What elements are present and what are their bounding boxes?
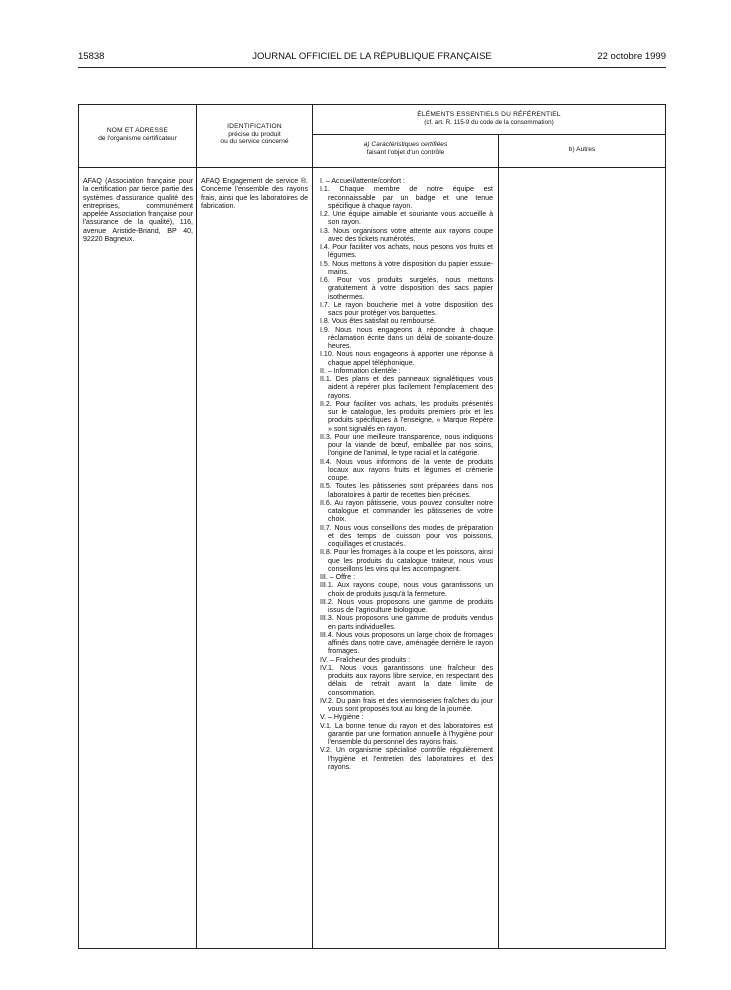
caracteristique-item: V.2. Un organisme spécialisé contrôle régulièrement l'hygiène et l'entretien des laboratoires et des rayons. — [320, 747, 493, 771]
referentiel-table — [78, 104, 666, 949]
caracteristique-item: II.3. Pour une meilleure transparence, nous indiquons pour la viande de bœuf, emballée par nos soins, l'origine de l'animal, le type racial et la catégorie. — [320, 433, 493, 458]
header-text: précise du produit — [228, 130, 281, 138]
header-text: b) Autres — [568, 146, 596, 153]
header-subdivider — [312, 134, 665, 135]
identification-text: AFAQ Engagement de service ®. Concerne l'ensemble des rayons frais, ainsi que les laboratoires de fabrication. — [201, 178, 308, 210]
publication-date: 22 octobre 1999 — [597, 51, 666, 62]
header-text: (cf. art. R. 115-9 du code de la consommation) — [424, 118, 554, 126]
caracteristique-item: I.8. Vous êtes satisfait ou remboursé. — [320, 318, 436, 326]
caracteristique-item: I.4. Pour faciliter vos achats, nous pesons vos fruits et légumes. — [320, 244, 493, 260]
caracteristique-item: I.9. Nous nous engageons à répondre à chaque réclamation écrite dans un délai de soixante-douze heures. — [320, 326, 493, 350]
organisme-text: AFAQ (Association française pour la certification par tierce partie des systèmes d'assurance qualité des entreprises, communément appelée Association française pour l'assurance de la qualité), 116, avenue Aristide-Briand, BP 40, 92220 Bagneux. — [83, 178, 193, 243]
caracteristique-item: III.3. Nous proposons une gamme de produits vendus en parts individuelles. — [320, 615, 493, 631]
caracteristique-item: III. – Offre : — [320, 574, 356, 581]
caracteristique-item: II.1. Des plans et des panneaux signalétiques vous aident à repérer plus facilement l'emplacement des rayons. — [320, 376, 493, 400]
caracteristique-item: I.5. Nous mettons à votre disposition du papier essuie-mains. — [320, 260, 493, 276]
page-header — [78, 51, 666, 65]
cell-organisme — [83, 178, 193, 244]
caracteristique-item: I.7. Le rayon boucherie met à votre disposition des sacs pour protéger vos barquettes. — [320, 301, 493, 317]
header-text: ou du service concerné — [220, 138, 289, 146]
header-divider — [78, 67, 666, 68]
header-text: ÉLÉMENTS ESSENTIELS DU RÉFÉRENTIEL — [417, 111, 561, 118]
caracteristique-item: II.8. Pour les fromages à la coupe et les poissons, ainsi que les produits du catalogue traiteur, nous vous conseillons les vins qui les accompagnent. — [320, 549, 493, 573]
caracteristique-item: II.6. Au rayon pâtisserie, vous pouvez consulter notre catalogue et commander les pâtisseries de votre choix. — [320, 499, 493, 524]
caracteristique-item: V. – Hygiène : — [320, 714, 364, 722]
header-text: faisant l'objet d'un contrôle — [366, 148, 445, 156]
caracteristique-item: I.6. Pour vos produits surgelés, nous mettons gratuitement à votre disposition des sacs papier isothermes. — [320, 277, 493, 301]
column-divider — [498, 135, 499, 948]
header-identification — [197, 123, 312, 146]
caracteristique-item: II. – Information clientèle : — [320, 367, 401, 375]
header-nom-adresse — [79, 127, 196, 142]
header-text: IDENTIFICATION — [227, 123, 282, 130]
column-divider — [196, 105, 197, 948]
caracteristique-item: I.10. Nous nous engageons à apporter une réponse à chaque appel téléphonique. — [320, 351, 493, 367]
header-elements-essentiels — [313, 111, 665, 126]
journal-title: JOURNAL OFFICIEL DE LA RÉPUBLIQUE FRANÇAISE — [252, 51, 492, 62]
caracteristique-item: IV. – Fraîcheur des produits : — [320, 656, 411, 664]
caracteristique-item: I.3. Nous organisons votre attente aux rayons coupe avec des tickets numérotés. — [320, 227, 493, 243]
caracteristique-item: II.7. Nous vous conseillons des modes de préparation et des temps de cuisson pour vos poissons, coquillages et crustacés. — [320, 524, 493, 548]
caracteristique-item: I.2. Une équipe aimable et souriante vous accueille à son rayon. — [320, 211, 493, 227]
caracteristique-item: I.1. Chaque membre de notre équipe est reconnaissable par un badge et une tenue spécifique à chaque rayon. — [320, 186, 493, 210]
cell-caracteristiques — [320, 178, 493, 772]
header-text: de l'organisme certificateur — [98, 134, 177, 142]
header-autres — [499, 146, 665, 154]
caracteristique-item: V.1. La bonne tenue du rayon et des laboratoires est garantie par une formation annuelle à l'hygiène pour l'ensemble du personnel des rayons frais. — [320, 722, 493, 746]
caracteristique-item: I. – Accueil/attente/confort : — [320, 178, 406, 185]
caracteristique-item: IV.2. Du pain frais et des viennoiseries fraîches du jour vous sont proposés tout au long de la journée. — [320, 697, 493, 713]
caracteristique-item: II.5. Toutes les pâtisseries sont préparées dans nos laboratoires à partir de recettes bien précises. — [320, 483, 493, 499]
header-caracteristiques — [313, 141, 498, 156]
column-divider — [312, 105, 313, 948]
caracteristique-item: III.1. Aux rayons coupe, nous vous garantissons un choix de produits jusqu'à la fermeture. — [320, 582, 493, 598]
header-bottom-rule — [79, 167, 665, 168]
page-number: 15838 — [78, 51, 105, 62]
caracteristique-item: IV.1. Nous vous garantissons une fraîcheur des produits aux rayons libre service, en respectant des délais de retrait avant la date limite de consommation. — [320, 664, 493, 697]
header-text: a) Caractéristiques certifiées — [363, 141, 448, 148]
caracteristique-item: III.4. Nous vous proposons un large choix de fromages affinés dans notre cave, aménagée derrière le rayon fromages. — [320, 631, 493, 656]
caracteristique-item: III.2. Nous vous proposons une gamme de produits issus de l'agriculture biologique. — [320, 598, 493, 614]
cell-identification — [201, 178, 308, 211]
header-text: NOM ET ADRESSE — [106, 127, 169, 134]
caracteristique-item: II.4. Nous vous informons de la vente de produits locaux aux rayons fruits et légumes et crèmerie coupe. — [320, 458, 493, 482]
caracteristique-item: II.2. Pour faciliter vos achats, les produits présentés sur le catalogue, les produits premiers prix et les produits spécifiques à l'enseigne, « Marque Repère » sont signalés en rayon. — [320, 400, 493, 433]
